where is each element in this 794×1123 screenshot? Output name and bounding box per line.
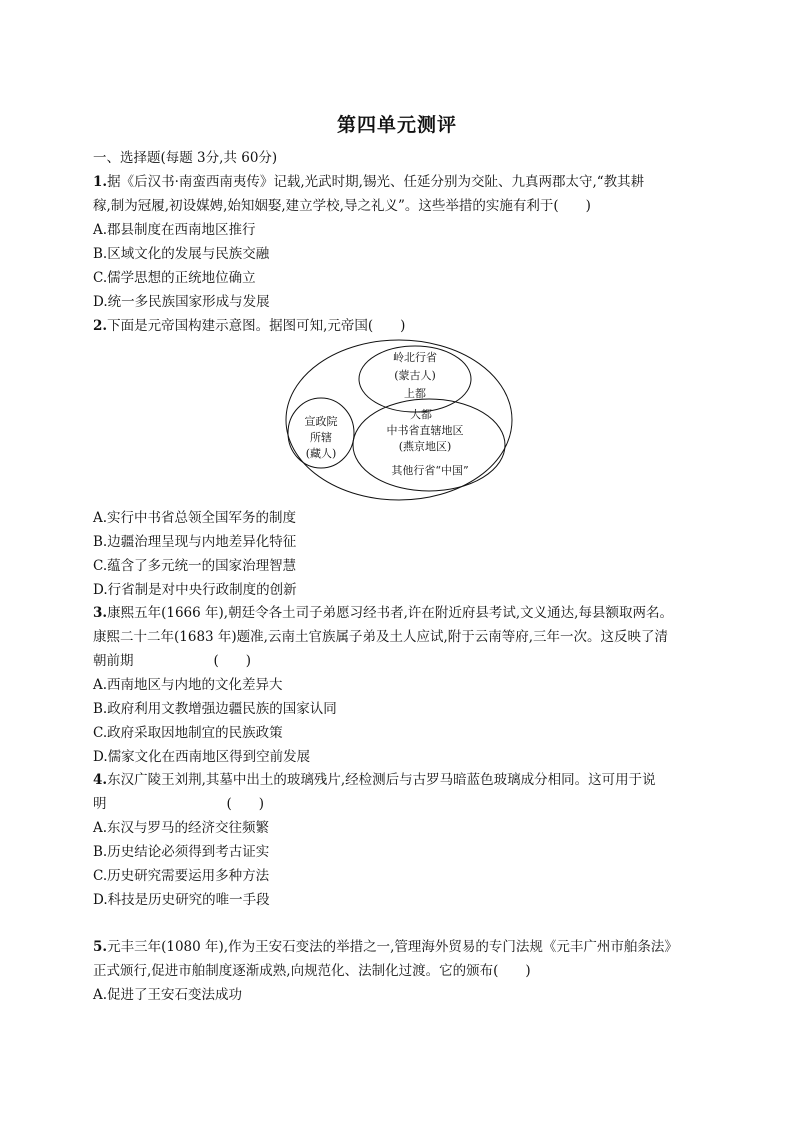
- question-1-stem-line-1: 1.据《后汉书·南蛮西南夷传》记载,光武时期,锡光、任延分别为交阯、九真两郡太守,“教其耕: [93, 174, 645, 190]
- lingbei-label-3: 上都: [404, 387, 426, 400]
- question-3-stem-line-2: 康熙二十二年(1683 年)题准,云南土官族属子弟及土人应试,附于云南等府,三年一次。这反映了清: [93, 629, 669, 645]
- lingbei-label-2: (蒙古人): [394, 369, 436, 382]
- dadu-label-1: 大都: [410, 408, 432, 421]
- xuanzheng-label-1: 宣政院: [304, 415, 338, 428]
- question-3-option-d: D.儒家文化在西南地区得到空前发展: [93, 749, 311, 765]
- question-4-option-a: A.东汉与罗马的经济交往频繁: [93, 820, 270, 836]
- question-2-option-c: C.蕴含了多元统一的国家治理智慧: [93, 558, 297, 574]
- question-2-option-d: D.行省制是对中央行政制度的创新: [93, 582, 297, 598]
- question-4-option-b: B.历史结论必须得到考古证实: [93, 844, 270, 860]
- yuan-empire-diagram: [284, 338, 514, 502]
- question-5-option-a: A.促进了王安石变法成功: [93, 987, 243, 1003]
- lingbei-label-1: 岭北行省: [393, 351, 437, 364]
- question-4-stem-line-1: 4.东汉广陵王刘荆,其墓中出土的玻璃残片,经检测后与古罗马暗蓝色玻璃成分相同。这可用于说: [93, 772, 656, 788]
- question-3-stem-line-3: 朝前期 ( ): [93, 653, 252, 669]
- question-3-stem-line-1: 3.康熙五年(1666 年),朝廷令各土司子弟愿习经书者,许在附近府县考试,文义通达,每县额取两名。: [93, 605, 673, 621]
- xuanzheng-label-2: 所辖: [310, 431, 332, 444]
- question-5-stem-line-2: 正式颁行,促进市舶制度逐渐成熟,向规范化、法制化过渡。它的颁布( ): [93, 963, 531, 979]
- question-1-option-d: D.统一多民族国家形成与发展: [93, 294, 270, 310]
- question-number: 4.: [93, 772, 108, 788]
- question-4-stem-line-2: 明 ( ): [93, 796, 265, 812]
- question-3-option-c: C.政府采取因地制宜的民族政策: [93, 725, 283, 741]
- question-3-option-b: B.政府利用文教增强边疆民族的国家认同: [93, 701, 337, 717]
- question-number: 3.: [93, 605, 108, 621]
- dadu-label-2: 中书省直辖地区: [386, 424, 464, 437]
- answer-blank: ( ): [226, 796, 265, 812]
- question-4-option-c: C.历史研究需要运用多种方法: [93, 868, 270, 884]
- other-provinces-label: 其他行省“中国”: [391, 464, 469, 477]
- question-2-option-a: A.实行中书省总领全国军务的制度: [93, 510, 297, 526]
- section-heading: 一、选择题(每题 3分,共 60分): [93, 150, 278, 166]
- question-1-option-c: C.儒学思想的正统地位确立: [93, 270, 256, 286]
- question-5-stem-line-1: 5.元丰三年(1080 年),作为王安石变法的举措之一,管理海外贸易的专门法规《元丰广州市舶条法》: [93, 939, 678, 955]
- question-number: 2.: [93, 318, 108, 334]
- question-3-option-a: A.西南地区与内地的文化差异大: [93, 677, 283, 693]
- answer-blank: ( ): [213, 653, 252, 669]
- page-title: 第四单元测评: [336, 114, 457, 136]
- xuanzheng-label-3: (藏人): [305, 447, 337, 460]
- question-1-option-a: A.郡县制度在西南地区推行: [93, 222, 256, 238]
- question-4-option-d: D.科技是历史研究的唯一手段: [93, 892, 270, 908]
- question-2-stem-line-1: 2.下面是元帝国构建示意图。据图可知,元帝国( ): [93, 318, 406, 334]
- question-number: 1.: [93, 174, 108, 190]
- question-1-option-b: B.区域文化的发展与民族交融: [93, 246, 270, 262]
- question-2-option-b: B.边疆治理呈现与内地差异化特征: [93, 534, 297, 550]
- question-1-stem-line-2: 稼,制为冠履,初设媒娉,始知姻娶,建立学校,导之礼义”。这些举措的实施有利于( ): [93, 198, 591, 214]
- dadu-label-3: (燕京地区): [398, 440, 452, 453]
- question-number: 5.: [93, 939, 108, 955]
